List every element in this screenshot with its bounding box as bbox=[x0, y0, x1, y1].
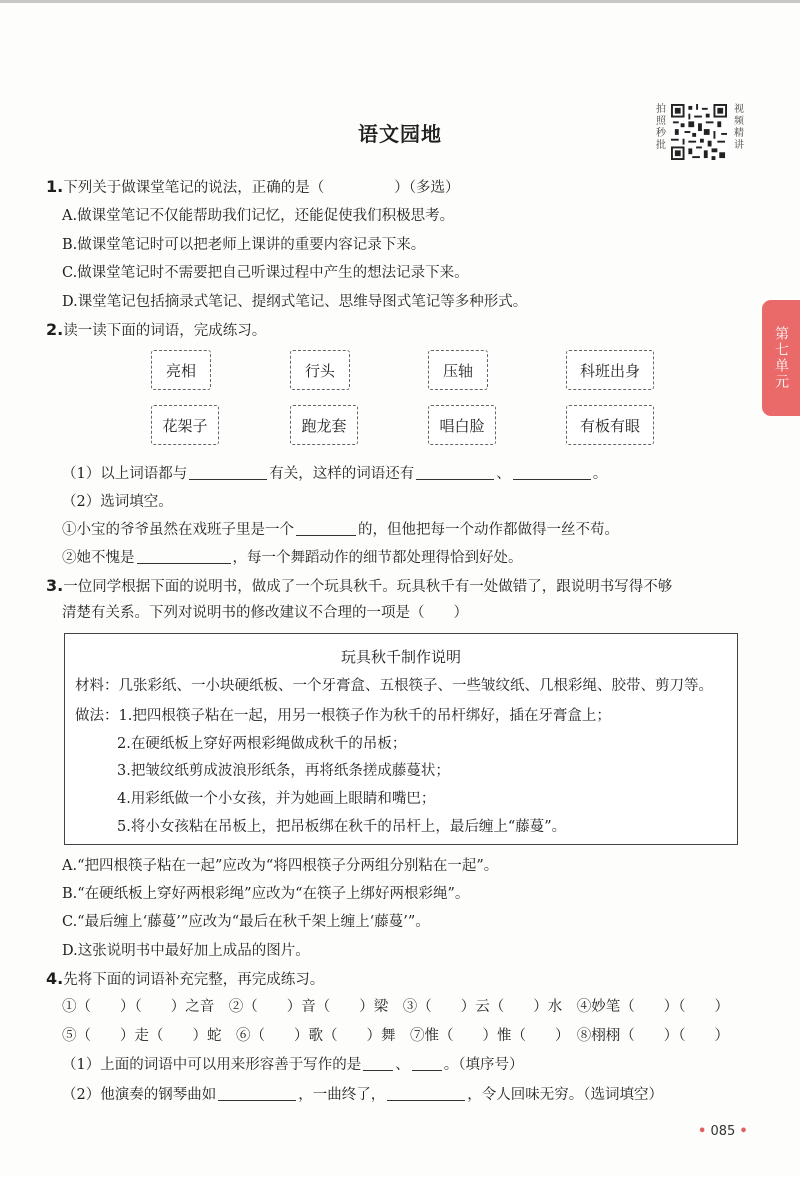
instruction-step: 4.用彩纸做一个小女孩，并为她画上眼睛和嘴巴； bbox=[117, 791, 436, 807]
blank-field[interactable] bbox=[412, 1056, 442, 1071]
q4-part2: （2）他演奏的钢琴曲如 ，一曲终了， ，令人回味无穷。（选词填空） bbox=[62, 1087, 663, 1103]
page-number: • 085 • bbox=[698, 1124, 748, 1139]
blank-field[interactable] bbox=[363, 1056, 393, 1071]
word-box: 行头 bbox=[290, 350, 350, 390]
unit-tab-label: 第七单元 bbox=[773, 326, 789, 390]
instruction-box bbox=[64, 633, 738, 845]
word-box: 科班出身 bbox=[566, 350, 654, 390]
q3-stem-line1: 3.一位同学根据下面的说明书，做成了一个玩具秋千。玩具秋千有一处做错了，跟说明书写得不够 bbox=[46, 576, 673, 595]
q3-number: 3. bbox=[46, 576, 64, 595]
q1-number: 1. bbox=[46, 177, 64, 196]
q3-option-c: C.“最后缠上‘藤蔓’”应改为“最后在秋千架上缠上‘藤蔓’”。 bbox=[62, 914, 430, 930]
page-title: 语文园地 bbox=[358, 122, 442, 146]
word-box: 压轴 bbox=[428, 350, 488, 390]
q1-option-d: D.课堂笔记包括摘录式笔记、提纲式笔记、思维导图式笔记等多种形式。 bbox=[62, 294, 528, 310]
blank-field[interactable] bbox=[387, 1086, 465, 1101]
q4-idiom-row2: ⑤（ ）走（ ）蛇 ⑥（ ）歌（ ）舞 ⑦惟（ ）惟（ ） ⑧栩栩（ ）（ ） bbox=[62, 1028, 729, 1044]
q1-stem: 1.下列关于做课堂笔记的说法，正确的是（ ）（多选） bbox=[46, 177, 460, 196]
word-box: 有板有眼 bbox=[566, 405, 654, 445]
instruction-step: 5.将小女孩粘在吊板上，把吊板绑在秋千的吊杆上，最后缠上“藤蔓”。 bbox=[117, 819, 567, 835]
q4-idiom-row1: ①（ ）（ ）之音 ②（ ）音（ ）梁 ③（ ）云（ ）水 ④妙笔（ ）（ ） bbox=[62, 999, 729, 1015]
blank-field[interactable] bbox=[416, 465, 494, 480]
word-box: 亮相 bbox=[151, 350, 211, 390]
qr-right-label: 视频精讲 bbox=[734, 104, 744, 151]
q1-option-c: C.做课堂笔记时不需要把自己听课过程中产生的想法记录下来。 bbox=[62, 265, 469, 281]
q4-number: 4. bbox=[46, 969, 64, 988]
blank-field[interactable] bbox=[189, 465, 267, 480]
instruction-step: 3.把皱纹纸剪成波浪形纸条，再将纸条搓成藤蔓状； bbox=[117, 763, 450, 779]
qr-left-label: 拍照秒批 bbox=[656, 104, 666, 151]
unit-tab[interactable] bbox=[762, 300, 800, 416]
q3-option-b: B.“在硬纸板上穿好两根彩绳”应改为“在筷子上绑好两根彩绳”。 bbox=[62, 886, 470, 902]
word-box: 花架子 bbox=[151, 405, 219, 445]
page-dot-icon: • bbox=[698, 1124, 707, 1139]
qr-code-icon[interactable] bbox=[671, 104, 727, 160]
q1-option-a: A.做课堂笔记不仅能帮助我们记忆，还能促使我们积极思考。 bbox=[62, 208, 455, 224]
q3-option-d: D.这张说明书中最好加上成品的图片。 bbox=[62, 943, 310, 959]
q2-sentence2: ②她不愧是 ，每一个舞蹈动作的细节都处理得恰到好处。 bbox=[62, 550, 523, 566]
word-box: 跑龙套 bbox=[290, 405, 358, 445]
q2-stem: 2.读一读下面的词语，完成练习。 bbox=[46, 320, 267, 339]
q3-stem-line2: 清楚有关系。下列对说明书的修改建议不合理的一项是（ ） bbox=[62, 605, 468, 621]
q2-part1: （1）以上词语都与 有关，这样的词语还有 、 。 bbox=[62, 466, 608, 482]
top-rule bbox=[0, 0, 800, 3]
blank-field[interactable] bbox=[218, 1086, 296, 1101]
q4-part1: （1）上面的词语中可以用来形容善于写作的是 、 。（填序号） bbox=[62, 1057, 524, 1073]
qr-block[interactable] bbox=[654, 104, 746, 160]
instruction-materials: 材料：几张彩纸、一小块硬纸板、一个牙膏盒、五根筷子、一些皱纹纸、几根彩绳、胶带、剪刀等。 bbox=[75, 678, 713, 694]
q2-sentence1: ①小宝的爷爷虽然在戏班子里是一个 的，但他把每一个动作都做得一丝不苟。 bbox=[62, 522, 619, 538]
q1-option-b: B.做课堂笔记时可以把老师上课讲的重要内容记录下来。 bbox=[62, 237, 426, 253]
blank-field[interactable] bbox=[513, 465, 591, 480]
word-box: 唱白脸 bbox=[428, 405, 496, 445]
blank-field[interactable] bbox=[137, 549, 231, 564]
blank-field[interactable] bbox=[296, 521, 356, 536]
q4-stem: 4.先将下面的词语补充完整，再完成练习。 bbox=[46, 969, 325, 988]
q2-part2: （2）选词填空。 bbox=[62, 494, 173, 510]
instruction-step: 做法：1.把四根筷子粘在一起，用另一根筷子作为秋千的吊杆绑好，插在牙膏盒上； bbox=[75, 708, 611, 724]
page-dot-icon: • bbox=[739, 1124, 748, 1139]
q3-option-a: A.“把四根筷子粘在一起”应改为“将四根筷子分两组分别粘在一起”。 bbox=[62, 858, 499, 874]
instruction-step: 2.在硬纸板上穿好两根彩绳做成秋千的吊板； bbox=[117, 736, 407, 752]
q2-number: 2. bbox=[46, 320, 64, 339]
instruction-title: 玩具秋千制作说明 bbox=[340, 648, 461, 666]
